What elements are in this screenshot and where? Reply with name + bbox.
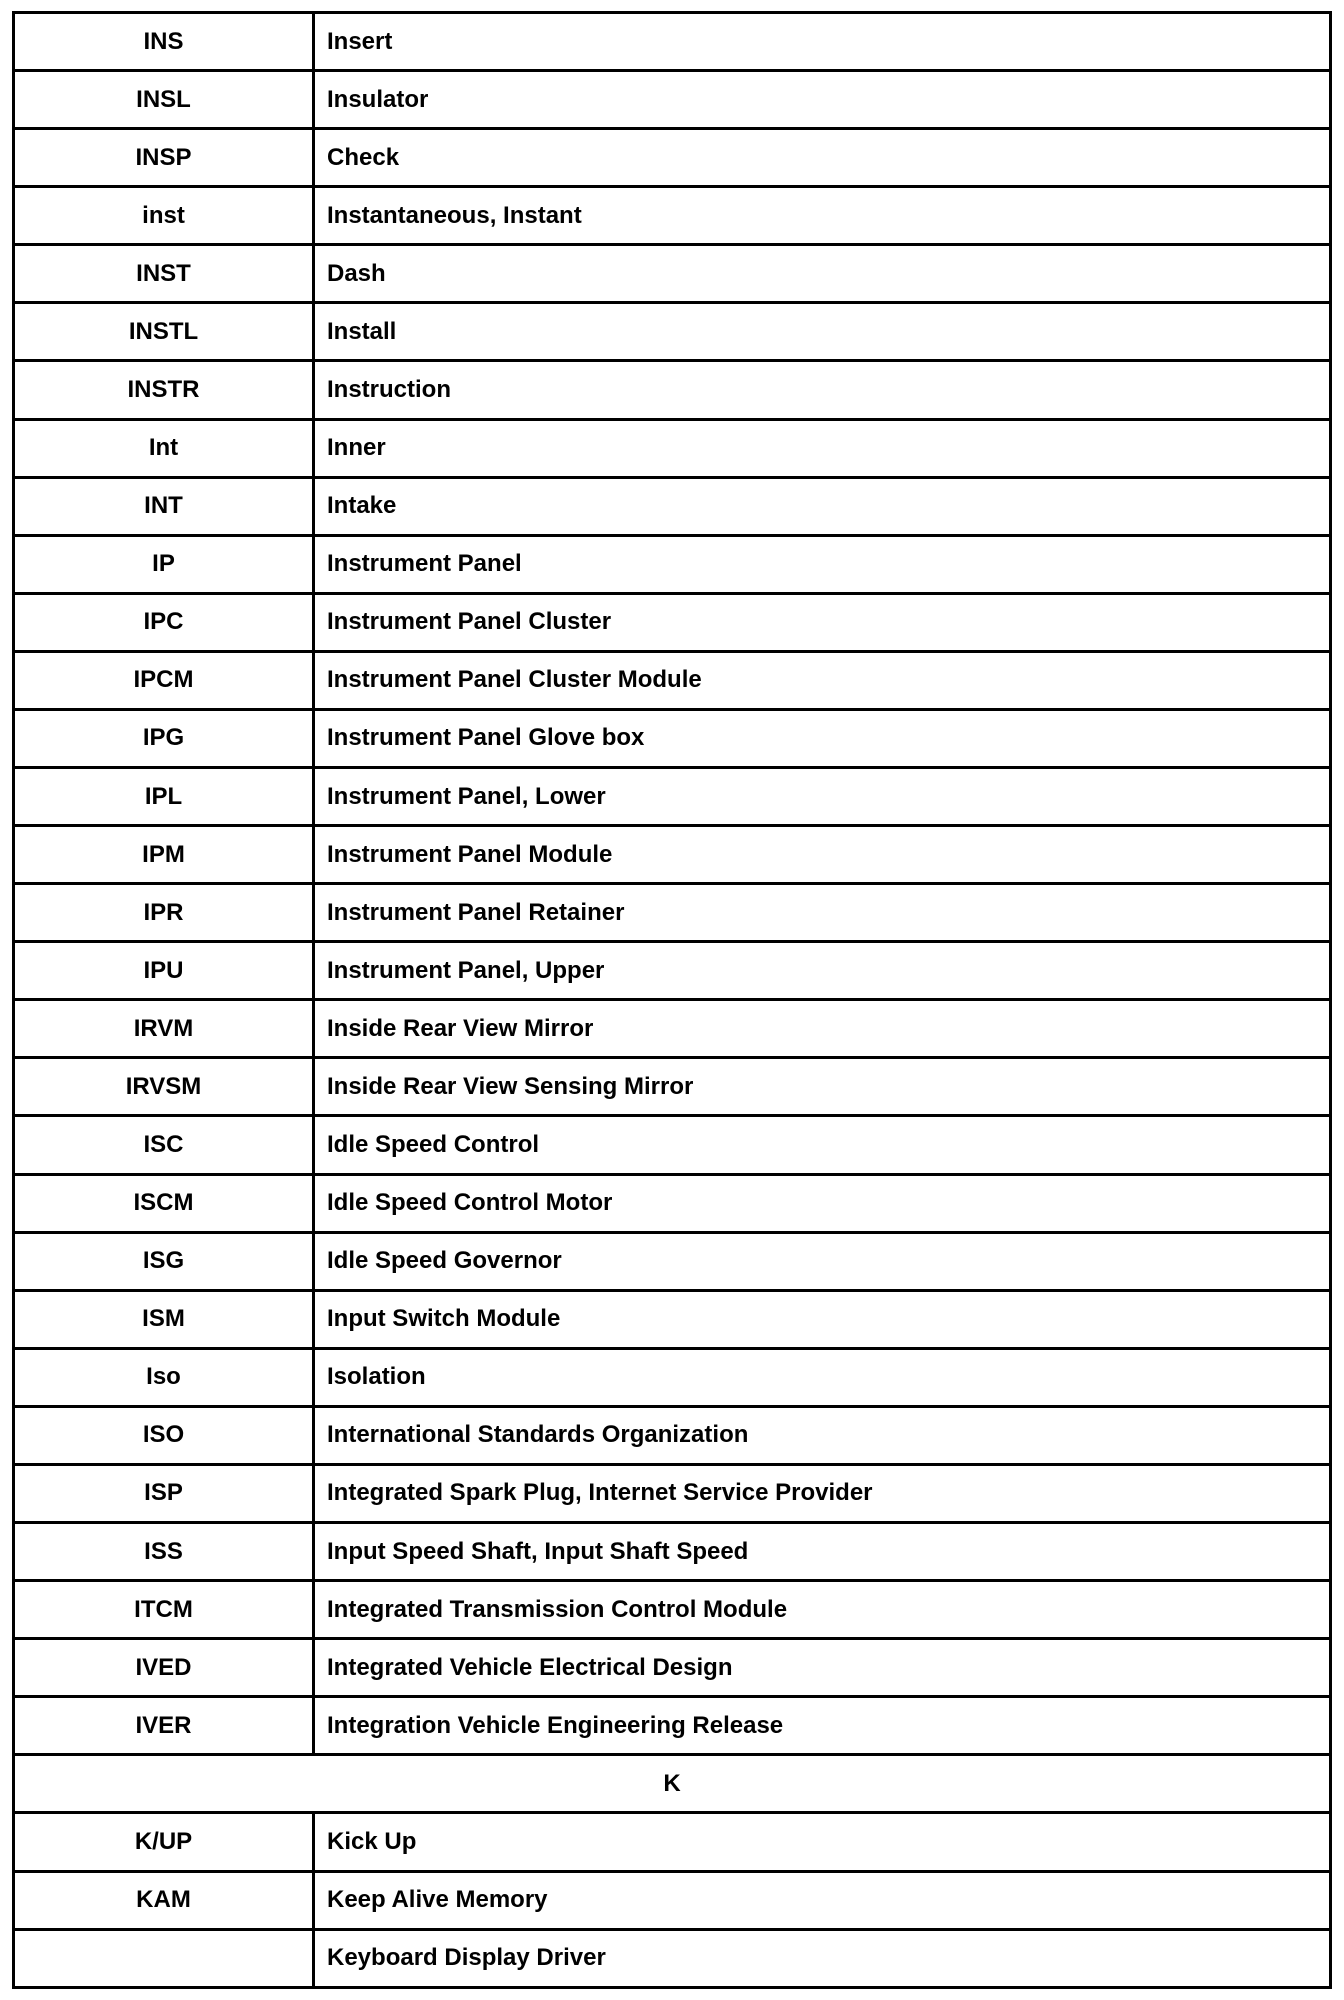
meaning-cell: Intake [314, 477, 1331, 535]
meaning-cell: Instrument Panel Module [314, 826, 1331, 884]
meaning-cell: Instrument Panel, Upper [314, 942, 1331, 1000]
meaning-cell: Integrated Spark Plug, Internet Service Provider [314, 1464, 1331, 1522]
abbr-cell: ISO [14, 1406, 314, 1464]
meaning-cell: Insulator [314, 71, 1331, 129]
table-row [14, 71, 1331, 129]
table-row [14, 1929, 1331, 1987]
meaning-cell: Input Speed Shaft, Input Shaft Speed [314, 1523, 1331, 1581]
table-row [14, 1174, 1331, 1232]
abbr-cell: ISCM [14, 1174, 314, 1232]
meaning-cell: Kick Up [314, 1813, 1331, 1871]
table-row [14, 884, 1331, 942]
table-row [14, 187, 1331, 245]
table-row [14, 1290, 1331, 1348]
abbr-cell: Int [14, 419, 314, 477]
abbr-cell: IPC [14, 593, 314, 651]
meaning-cell: Check [314, 129, 1331, 187]
abbr-cell: IPR [14, 884, 314, 942]
meaning-cell: Idle Speed Control Motor [314, 1174, 1331, 1232]
table-row [14, 1697, 1331, 1755]
meaning-cell: Inside Rear View Sensing Mirror [314, 1058, 1331, 1116]
meaning-cell: International Standards Organization [314, 1406, 1331, 1464]
table-row [14, 593, 1331, 651]
abbr-cell: ISS [14, 1523, 314, 1581]
abbr-cell: IPM [14, 826, 314, 884]
meaning-cell: Instruction [314, 361, 1331, 419]
table-row [14, 1639, 1331, 1697]
table-row [14, 1871, 1331, 1929]
abbr-cell: IPCM [14, 651, 314, 709]
abbr-cell [14, 1929, 314, 1987]
table-row [14, 477, 1331, 535]
meaning-cell: Instrument Panel, Lower [314, 768, 1331, 826]
meaning-cell: Inner [314, 419, 1331, 477]
abbr-cell: IVED [14, 1639, 314, 1697]
table-row [14, 1813, 1331, 1871]
meaning-cell: Input Switch Module [314, 1290, 1331, 1348]
table-row [14, 651, 1331, 709]
abbr-cell: ITCM [14, 1581, 314, 1639]
abbr-cell: INS [14, 13, 314, 71]
table-row [14, 1000, 1331, 1058]
table-row [14, 1058, 1331, 1116]
table-row [14, 1348, 1331, 1406]
meaning-cell: Integration Vehicle Engineering Release [314, 1697, 1331, 1755]
table-row [14, 1581, 1331, 1639]
table-row [14, 245, 1331, 303]
meaning-cell: Idle Speed Control [314, 1116, 1331, 1174]
table-row [14, 1464, 1331, 1522]
abbr-cell: IPU [14, 942, 314, 1000]
table-row [14, 1116, 1331, 1174]
abbr-cell: IPG [14, 709, 314, 767]
meaning-cell: Integrated Transmission Control Module [314, 1581, 1331, 1639]
table-row [14, 768, 1331, 826]
abbr-cell: INSL [14, 71, 314, 129]
abbreviation-table [12, 11, 1332, 1989]
meaning-cell: Insert [314, 13, 1331, 71]
abbreviation-table-body [14, 13, 1331, 1988]
meaning-cell: Integrated Vehicle Electrical Design [314, 1639, 1331, 1697]
meaning-cell: Keep Alive Memory [314, 1871, 1331, 1929]
table-row [14, 303, 1331, 361]
table-row [14, 942, 1331, 1000]
abbr-cell: IP [14, 535, 314, 593]
meaning-cell: Instantaneous, Instant [314, 187, 1331, 245]
meaning-cell: Isolation [314, 1348, 1331, 1406]
table-row [14, 1232, 1331, 1290]
meaning-cell: Install [314, 303, 1331, 361]
table-row [14, 13, 1331, 71]
abbr-cell: Iso [14, 1348, 314, 1406]
abbr-cell: ISG [14, 1232, 314, 1290]
meaning-cell: Instrument Panel [314, 535, 1331, 593]
abbr-cell: K/UP [14, 1813, 314, 1871]
abbr-cell: ISM [14, 1290, 314, 1348]
abbr-cell: IRVM [14, 1000, 314, 1058]
table-row [14, 1523, 1331, 1581]
section-header-cell: K [14, 1755, 1331, 1813]
abbr-cell: IRVSM [14, 1058, 314, 1116]
abbr-cell: IVER [14, 1697, 314, 1755]
abbr-cell: INT [14, 477, 314, 535]
meaning-cell: Keyboard Display Driver [314, 1929, 1331, 1987]
meaning-cell: Instrument Panel Cluster [314, 593, 1331, 651]
meaning-cell: Instrument Panel Glove box [314, 709, 1331, 767]
abbr-cell: INSP [14, 129, 314, 187]
table-row [14, 709, 1331, 767]
abbr-cell: inst [14, 187, 314, 245]
abbr-cell: INSTL [14, 303, 314, 361]
meaning-cell: Idle Speed Governor [314, 1232, 1331, 1290]
table-row [14, 535, 1331, 593]
abbr-cell: ISC [14, 1116, 314, 1174]
table-row [14, 129, 1331, 187]
table-row [14, 361, 1331, 419]
table-row [14, 826, 1331, 884]
abbr-cell: ISP [14, 1464, 314, 1522]
meaning-cell: Instrument Panel Retainer [314, 884, 1331, 942]
abbr-cell: INSTR [14, 361, 314, 419]
meaning-cell: Instrument Panel Cluster Module [314, 651, 1331, 709]
section-header-row [14, 1755, 1331, 1813]
table-row [14, 1406, 1331, 1464]
abbr-cell: INST [14, 245, 314, 303]
meaning-cell: Inside Rear View Mirror [314, 1000, 1331, 1058]
abbr-cell: IPL [14, 768, 314, 826]
abbr-cell: KAM [14, 1871, 314, 1929]
meaning-cell: Dash [314, 245, 1331, 303]
table-row [14, 419, 1331, 477]
